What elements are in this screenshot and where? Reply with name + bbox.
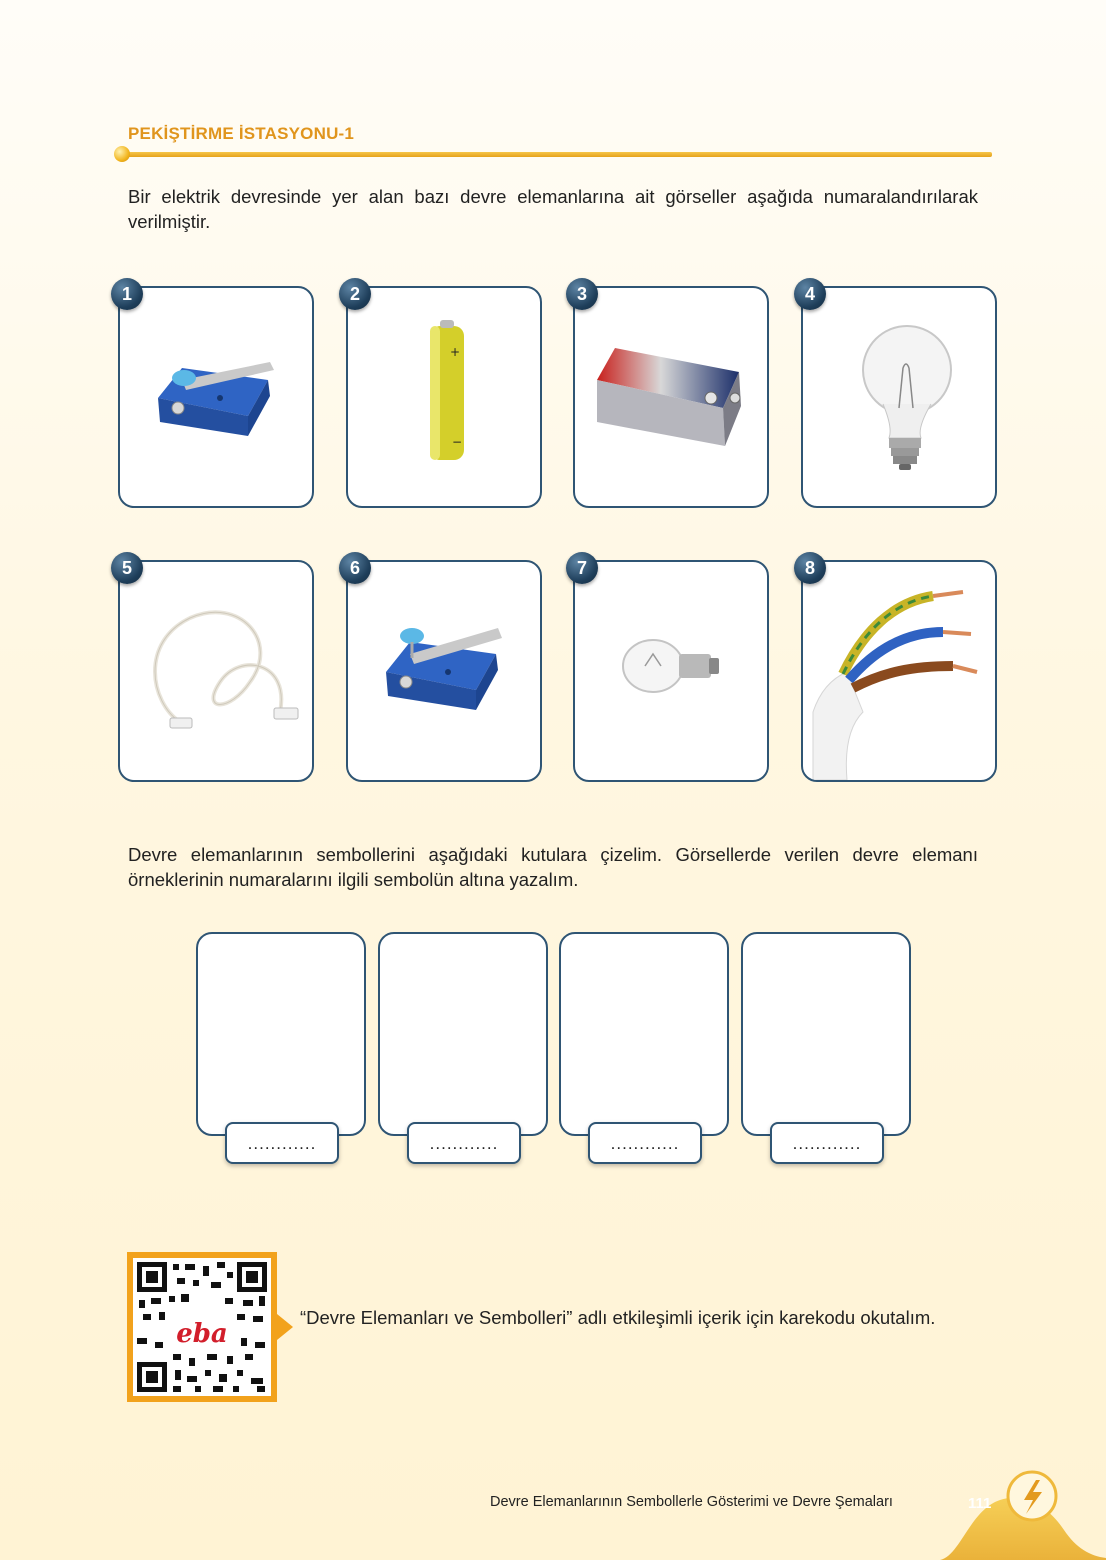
- item-card-5: [118, 560, 314, 782]
- item-number-badge: 8: [794, 552, 826, 584]
- item-number-badge: 4: [794, 278, 826, 310]
- chapter-title: Devre Elemanlarının Sembollerle Gösterimi ve Devre Şemaları: [490, 1494, 893, 1510]
- qr-code[interactable]: [127, 1252, 277, 1402]
- qr-pointer-arrow: [277, 1314, 293, 1340]
- item-card-4: [801, 286, 997, 508]
- qr-pattern-icon: [133, 1258, 271, 1396]
- page-number: 111: [968, 1495, 992, 1512]
- item-number-badge: 2: [339, 278, 371, 310]
- number-answer-field[interactable]: ............: [225, 1122, 339, 1164]
- number-answer-field[interactable]: ............: [407, 1122, 521, 1164]
- qr-caption: “Devre Elemanları ve Sembolleri” adlı etkileşimli içerik için karekodu okutalım.: [300, 1307, 936, 1328]
- item-number-badge: 6: [339, 552, 371, 584]
- number-answer-field[interactable]: ............: [770, 1122, 884, 1164]
- item-card-3: [573, 286, 769, 508]
- item-number-badge: 1: [111, 278, 143, 310]
- item-number-badge: 3: [566, 278, 598, 310]
- light-bulb-icon: [803, 288, 995, 506]
- electric-wire-icon: [803, 562, 995, 780]
- 9v-battery-icon: [575, 288, 767, 506]
- item-card-8: [801, 560, 997, 782]
- item-card-6: [346, 560, 542, 782]
- knife-switch-icon: [120, 288, 312, 506]
- intro-paragraph: Bir elektrik devresinde yer alan bazı devre elemanlarına ait görseller aşağıda numaralandırılarak verilmiştir.: [128, 186, 978, 232]
- section-title: PEKİŞTİRME İSTASYONU-1: [128, 124, 355, 143]
- symbol-drawing-box[interactable]: [741, 932, 911, 1136]
- title-bullet: [114, 146, 130, 162]
- svg-text:+: +: [450, 345, 461, 359]
- item-card-2: [346, 286, 542, 508]
- item-card-7: [573, 560, 769, 782]
- title-rule: [120, 152, 992, 157]
- aa-battery-icon: [348, 288, 540, 506]
- symbol-drawing-box[interactable]: [559, 932, 729, 1136]
- symbol-drawing-box[interactable]: [378, 932, 548, 1136]
- svg-text:−: −: [452, 435, 463, 449]
- eba-logo: eba: [176, 1319, 228, 1349]
- item-card-1: [118, 286, 314, 508]
- item-number-badge: 7: [566, 552, 598, 584]
- item-number-badge: 5: [111, 552, 143, 584]
- knife-switch-icon: [348, 562, 540, 780]
- usb-cable-icon: [120, 562, 312, 780]
- car-bulb-icon: [575, 562, 767, 780]
- page-number-decoration: [940, 1470, 1106, 1560]
- number-answer-field[interactable]: ............: [588, 1122, 702, 1164]
- instruction-paragraph: Devre elemanlarının sembollerini aşağıdaki kutulara çizelim. Görsellerde verilen devre elemanı örneklerinin numaralarını ilgili sembolün altına yazalım.: [128, 844, 978, 890]
- symbol-drawing-box[interactable]: [196, 932, 366, 1136]
